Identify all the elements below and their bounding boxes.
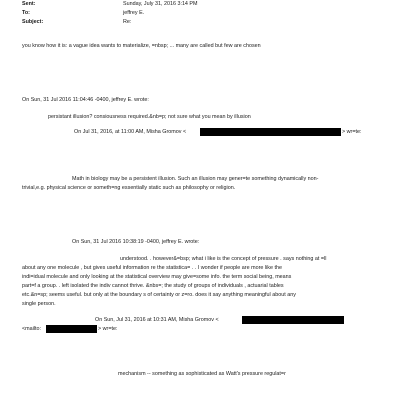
mailto-start: <mailto: (22, 326, 42, 332)
redaction-bar (200, 128, 341, 136)
quote-2-header-end: > wr=te: (342, 129, 362, 135)
paragraph-2-line-5: etc.&n=sp; seems useful. but only at the boundary s of certainty or z=ro. does it say anything meaningful about any (22, 292, 296, 298)
paragraph-2-line-4: part=f a group. . left isolated the indiv cannot thrive. &nbs=; the study of groups of individuals , actuarial tables (22, 283, 284, 289)
paragraph-2-line-3: indi=idual molecule and only looking at the statistical overview may give=some info. the term social being, means (22, 274, 292, 280)
paragraph-2-line-2: about any one molecule , but gives useful information re the statistica= . . I wonder if people are more like the (22, 265, 282, 271)
body-line-1: you know how it is: a vague idea wants to materialize, =nbsp; ... many are called but few are chosen (22, 43, 261, 49)
to-value: jeffrey E. (123, 10, 145, 16)
quote-4-header: On Sun, Jul 31, 2016 at 10:31 AM, Misha Gromov < (95, 317, 219, 323)
quote-2-header-start: On Jul 31, 2016, at 11:00 AM, Misha Gromov < (74, 129, 187, 135)
quote-1-text: persistant illusion? consiousness required.&nb=p; not sure what you mean by illusion (48, 114, 251, 120)
quote-1-header: On Sun, 31 Jul 2016 11:04:46 -0400, jeffrey E. wrote: (22, 97, 149, 103)
redaction-bar (46, 325, 97, 333)
mailto-end: > wr=te: (98, 326, 118, 332)
subject-value: Re: (123, 19, 132, 25)
sent-label: Sent: (22, 1, 36, 7)
paragraph-1-line-2: trivial,e.g. physical science or someth=ng essentially static such as philosophy or religion. (22, 185, 236, 191)
to-label: To: (22, 10, 30, 16)
subject-label: Subject: (22, 19, 44, 25)
paragraph-2-line-6: single person. (22, 301, 56, 307)
sent-value: Sunday, July 31, 2016 3:14 PM (123, 1, 198, 7)
paragraph-1-line-1: Math in biology may be a persistent illusion. Such an illusion may gener=te something dynamically non- (72, 176, 319, 182)
redaction-bar (242, 316, 344, 324)
quote-3-header: On Sun, 31 Jul 2016 10:38:19 -0400, jeffrey E. wrote: (72, 239, 200, 245)
last-line: mechanism -- something as sophisticated as Watt's pressure regulat=r (118, 371, 286, 377)
paragraph-2-line-1: understood. . however&=bsp; what i like is the concept of pressure . says nothing at =ll (120, 256, 327, 262)
